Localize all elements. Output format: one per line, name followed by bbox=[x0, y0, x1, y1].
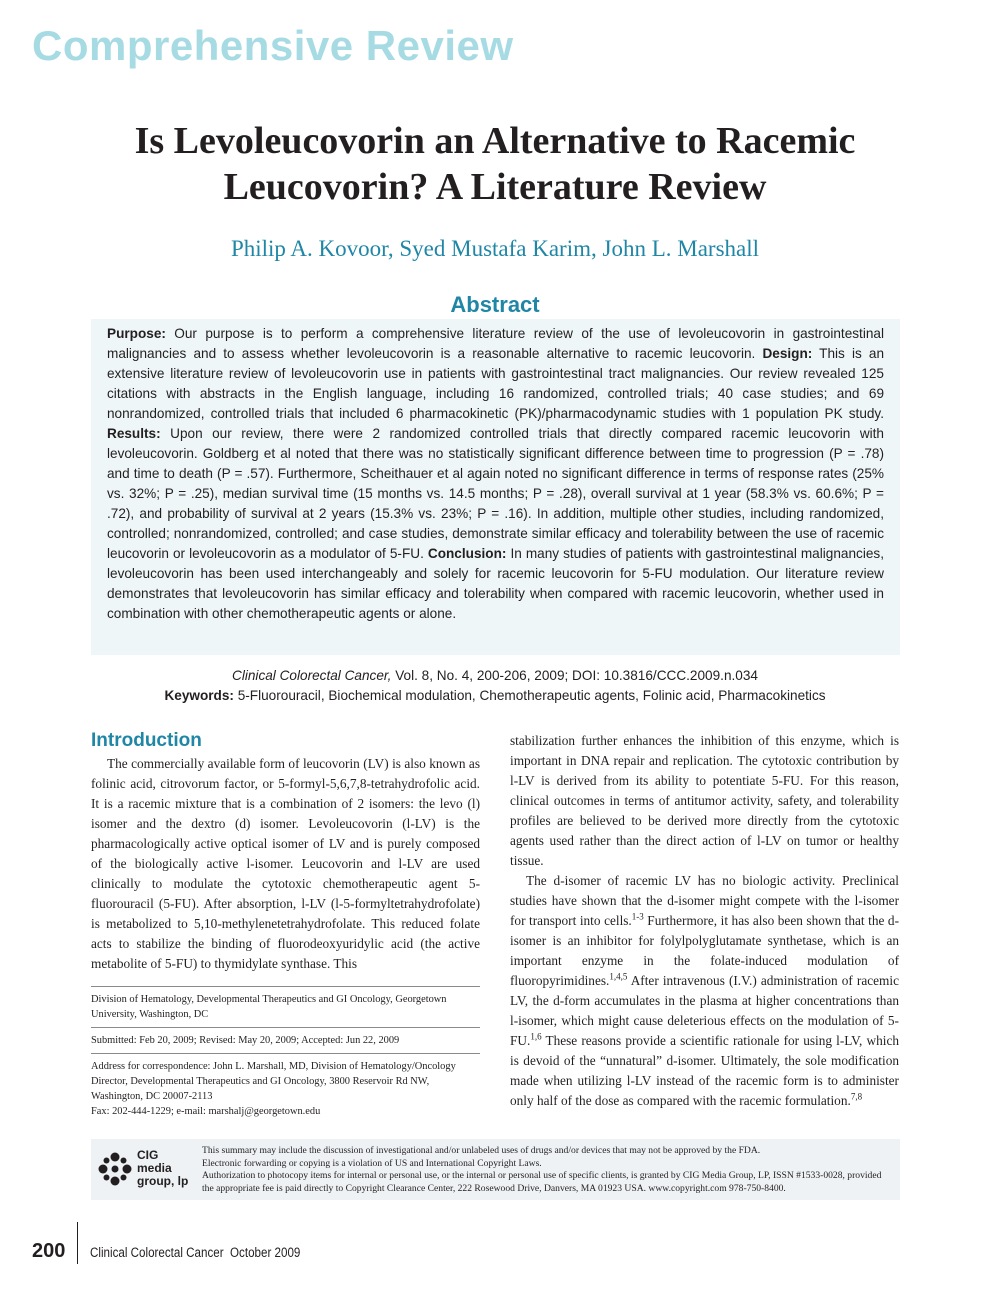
abstract-conclusion-label: Conclusion: bbox=[427, 546, 507, 561]
disclaimer-text bbox=[202, 1145, 892, 1195]
abstract-design-label: Design: bbox=[762, 346, 813, 361]
article-title: Is Levoleucovorin an Alternative to Racemic Leucovorin? A Literature Review bbox=[134, 120, 856, 208]
reference-marker: 1,4,5 bbox=[609, 971, 628, 982]
affiliation-note: Division of Hematology, Developmental Therapeutics and GI Oncology, Georgetown University, Washington, DC bbox=[91, 994, 447, 1020]
reference-marker: 7,8 bbox=[850, 1091, 863, 1102]
disclaimer-box bbox=[91, 1139, 900, 1200]
abstract-purpose-label: Purpose: bbox=[107, 326, 166, 341]
contact-note: Fax: 202-444-1229; e-mail: marshalj@georgetown.edu bbox=[91, 1106, 321, 1117]
abstract-results-label: Results: bbox=[107, 426, 161, 441]
body-column-right bbox=[510, 731, 899, 1111]
logo-line: CIG bbox=[137, 1148, 159, 1162]
citation-journal: Clinical Colorectal Cancer, bbox=[232, 668, 392, 683]
article-authors: Philip A. Kovoor, Syed Mustafa Karim, John L. Marshall bbox=[230, 236, 760, 261]
abstract-purpose-text: Our purpose is to perform a comprehensive literature review of the use of levoleucovorin in gastrointestinal malignancies and to assess whether levoleucovorin is a reasonable alternative to racemic leucovorin. bbox=[107, 326, 884, 361]
intro-p2-text-b: Furthermore, it has also been shown that the d-isomer is an inhibitor for folylpolyglutamate synthetase, which is an important enzyme in the folate-induced modulation of fluoropyrimidines. bbox=[510, 913, 899, 988]
footer-divider bbox=[77, 1222, 78, 1264]
logo-line: group, lp bbox=[137, 1174, 189, 1188]
footnote-divider bbox=[91, 1027, 480, 1028]
reference-marker: 1-3 bbox=[631, 911, 644, 922]
footnote-divider bbox=[91, 986, 480, 987]
dates-note: Submitted: Feb 20, 2009; Revised: May 20, 2009; Accepted: Jun 22, 2009 bbox=[91, 1035, 400, 1046]
abstract-conclusion-text: In many studies of patients with gastrointestinal malignancies, levoleucovorin has been used interchangeably and solely for racemic leucovorin for 5-FU modulation. Our literature review demonstrates that levoleucovorin has similar efficacy and tolerability when compared with racemic leucovorin, whether used in combination with other chemotherapeutic agents or alone. bbox=[107, 546, 884, 621]
body-column-left bbox=[91, 754, 480, 974]
publisher-logo-icon bbox=[97, 1151, 133, 1187]
intro-paragraph-2 bbox=[510, 871, 899, 1111]
footnote-divider bbox=[91, 1053, 480, 1054]
reference-marker: 1,6 bbox=[530, 1031, 542, 1042]
abstract-results-text: Upon our review, there were 2 randomized controlled trials that directly compared racemic leucovorin with levoleucovorin. Goldberg et al noted that there was no statistically significant difference between time to progression (P = .78) and time to death (P = .57). Furthermore, Scheithauer et al again noted no significant difference in terms of response rates (25% vs. 32%; P = .25), median survival time (15 months vs. 14.5 months; P = .28), overall survival at 1 year (58.3% vs. 60.6%; P = .72), and probability of survival at 2 years (15.3% vs. 23%; P = .16). In addition, multiple other studies, including randomized, controlled; nonrandomized, controlled; and case studies, demonstrate similar efficacy and tolerability between the use of racemic leucovorin or levoleucovorin as a modulator of 5-FU. bbox=[107, 426, 884, 561]
keywords-label: Keywords: bbox=[164, 688, 234, 703]
page-number: 200 bbox=[32, 1240, 66, 1262]
intro-paragraph-1-continued: stabilization further enhances the inhibition of this enzyme, which is important in DNA repair and replication. The cytotoxic contribution by l-LV is derived from its ability to potentiate 5-FU. For this reason, clinical outcomes in terms of antitumor activity, safety, and tolerability profiles are believed to be derived more directly from the cytotoxic agents used rather than the direct action of l-LV on tumor or healthy tissue. bbox=[510, 733, 899, 868]
citation-details: Vol. 8, No. 4, 200-206, 2009; DOI: 10.3816/CCC.2009.n.034 bbox=[391, 668, 758, 683]
intro-p2-text-d: These reasons provide a scientific rationale for using l-LV, which is devoid of the “unnatural” d-isomer. Ultimately, the sole modification made when utilizing l-LV instead of the racemic form is to administer only half of the dose as compared with the racemic formulation. bbox=[510, 1033, 899, 1108]
publisher-logo bbox=[97, 1147, 197, 1193]
keywords-text: 5-Fluorouracil, Biochemical modulation, Chemotherapeutic agents, Folinic acid, Pharmacokinetics bbox=[233, 688, 826, 703]
intro-p2-text-a: The d-isomer of racemic LV has no biologic activity. Preclinical studies have shown that the d-isomer might compete with the l-isomer for transport into cells. bbox=[510, 873, 899, 928]
disclaimer-line: Electronic forwarding or copying is a violation of US and International Copyright Laws. bbox=[202, 1157, 542, 1169]
disclaimer-line: Authorization to photocopy items for internal or personal use, or the internal or personal use of specific clients, is granted by CIG Media Group, LP, ISSN #1533-0028, provided the appropriate fee is paid directly to Copyright Clearance Center, 222 Rosewood Drive, Danvers, MA 01923 USA. www.copyright.com 978-750-8400. bbox=[202, 1170, 882, 1194]
keywords-line bbox=[60, 686, 930, 706]
correspondence-note: Address for correspondence: John L. Marshall, MD, Division of Hematology/Oncology Director, Developmental Therapeutics and GI Oncology, 3800 Reservoir Rd NW, Washington, DC 20007-2113 bbox=[91, 1061, 456, 1102]
publisher-logo-text bbox=[137, 1149, 188, 1188]
abstract-body bbox=[107, 324, 884, 624]
logo-line: media bbox=[137, 1161, 172, 1175]
abstract-box bbox=[91, 319, 900, 655]
disclaimer-line: This summary may include the discussion of investigational and/or unlabeled uses of drugs and/or devices that may not be approved by the FDA. bbox=[202, 1145, 761, 1156]
footer-journal: Clinical Colorectal Cancer October 2009 bbox=[90, 1245, 301, 1260]
introduction-heading: Introduction bbox=[91, 730, 202, 751]
intro-paragraph-1: The commercially available form of leucovorin (LV) is also known as folinic acid, citrovorum factor, or 5-formyl-5,6,7,8-tetrahydrofolic acid. It is a racemic mixture that is a combination of 2 isomers: the levo (l) isomer and the dextro (d) isomer. Levoleucovorin (l-LV) is the pharmacologically active optical isomer of LV and is purely composed of the biologically active l-isomer. Leucovorin and l-LV are used clinically to modulate the cytotoxic chemotherapeutic agent 5-fluorouracil (5-FU). After absorption, l-LV (l-5-formyltetrahydrofolate) is metabolized to 5,10-methylenetetrahydrofolate. This reduced folate acts to stabilize the binding of fluorodeoxyuridylic acid (the active metabolite of 5-FU) to thymidylate synthase. This bbox=[91, 756, 480, 971]
intro-p2-text-c: After intravenous (I.V.) administration of racemic LV, the d-form accumulates in the plasma at higher concentrations than l-isomer, which might cause deleterious effects on the modulation of 5-FU. bbox=[510, 973, 899, 1048]
section-heading: Comprehensive Review bbox=[32, 22, 514, 69]
abstract-design-text: This is an extensive literature review of levoleucovorin use in patients with gastrointestinal tract malignancies. Our review revealed 125 citations with abstracts in the English language, including 16 randomized, controlled trials; 40 case studies; and 69 nonrandomized, controlled trials that included 6 pharmacokinetic (PK)/pharmacodynamic studies with 1 population PK study. bbox=[107, 346, 885, 421]
abstract-heading: Abstract bbox=[450, 292, 540, 317]
citation-line bbox=[60, 666, 930, 686]
